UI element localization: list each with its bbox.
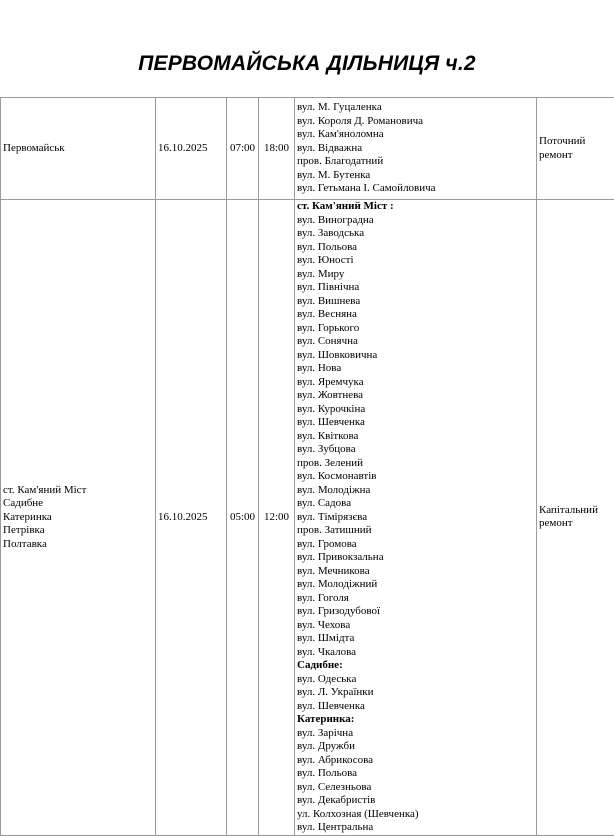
page-title: ПЕРВОМАЙСЬКА ДІЛЬНИЦЯ ч.2	[138, 52, 476, 75]
street-name: вул. Шовковична	[297, 348, 378, 361]
street-name: вул. Шевченка	[297, 699, 365, 712]
work-type-text: ремонт	[539, 517, 573, 530]
time-from-cell: 07:00	[227, 98, 259, 200]
street-name: вул. Жовтнева	[297, 389, 364, 401]
streets-cell	[295, 200, 537, 836]
street-name: вул. Весняна	[297, 308, 357, 320]
table-row	[1, 98, 614, 200]
street-name: пров. Зелений	[297, 456, 364, 469]
street-name: вул. Шмідта	[297, 632, 355, 644]
street-name: вул. Нова	[297, 362, 342, 374]
street-name: вул. Виноградна	[297, 213, 374, 226]
street-name: Катеринка:	[297, 713, 355, 725]
street-name: вул. Яремчука	[297, 375, 364, 388]
street-name: вул. Шевченка	[297, 416, 365, 428]
street-name: вул. Миру	[297, 267, 345, 280]
street-name: вул. Чкалова	[297, 645, 357, 658]
work-type-text: ремонт	[539, 148, 573, 161]
street-name: вул. Зарічна	[297, 726, 354, 739]
work-type-cell	[537, 98, 614, 200]
street-name: вул. Селезньова	[297, 780, 372, 793]
street-name: вул. Мечникова	[297, 564, 370, 577]
work-type-text: Поточний	[539, 135, 586, 147]
street-name: вул. Польова	[297, 240, 358, 253]
streets-cell	[295, 98, 537, 200]
street-name: вул. Привокзальна	[297, 551, 384, 563]
date-cell: 16.10.2025	[156, 98, 227, 200]
street-name: вул. Гризодубової	[297, 605, 381, 617]
street-name: пров. Затишний	[297, 524, 372, 536]
street-name: вул. Короля Д. Романовича	[297, 114, 424, 127]
work-type-cell	[537, 200, 614, 836]
street-name: вул. Вишнева	[297, 294, 361, 307]
street-name: вул. Юності	[297, 254, 354, 266]
settlement-name: Катеринка	[3, 510, 52, 523]
time-to-cell: 18:00	[259, 98, 295, 200]
street-name: вул. Абрикосова	[297, 753, 374, 766]
street-name: вул. Відважна	[297, 141, 363, 154]
street-name: вул. Курочкіна	[297, 402, 366, 415]
street-name: вул. Тімірязєва	[297, 510, 368, 523]
street-name: вул. Заводська	[297, 227, 365, 239]
street-name: вул. Сонячна	[297, 335, 358, 347]
settlement-name: Петрівка	[3, 524, 45, 536]
street-name: пров. Благодатний	[297, 155, 384, 168]
street-name: вул. Польова	[297, 767, 358, 779]
street-name: Садибне:	[297, 659, 343, 671]
settlement-cell	[1, 98, 156, 200]
street-name: вул. Л. Українки	[297, 686, 374, 698]
settlement-name: Полтавка	[3, 537, 47, 550]
outage-schedule-table	[0, 97, 614, 836]
settlement-name: Первомайськ	[3, 141, 65, 154]
settlement-name: Садибне	[3, 497, 44, 509]
street-name: вул. Декабристів	[297, 794, 376, 806]
street-name: вул. Гоголя	[297, 591, 349, 604]
street-name: вул. Одеська	[297, 672, 357, 685]
street-name: вул. Квіткова	[297, 429, 359, 442]
street-name: вул. Кам'яноломна	[297, 128, 384, 141]
street-name: вул. Гетьмана І. Самойловича	[297, 182, 436, 195]
street-name: ул. Колхозная (Шевченка)	[297, 807, 419, 820]
street-name: вул. Молодіжна	[297, 483, 371, 496]
street-name: вул. Горького	[297, 321, 360, 334]
street-name: ст. Кам'яний Міст :	[297, 200, 394, 212]
street-name: вул. М. Гуцаленка	[297, 101, 382, 114]
work-type-text: Капітальний	[539, 503, 598, 516]
street-name: вул. Дружби	[297, 740, 355, 752]
street-name: вул. Північна	[297, 281, 360, 293]
street-name: вул. Громова	[297, 537, 357, 550]
table-row	[1, 200, 614, 836]
settlement-name: ст. Кам'яний Міст	[3, 483, 87, 496]
settlement-cell	[1, 200, 156, 836]
time-to-cell: 12:00	[259, 200, 295, 836]
street-name: вул. Зубцова	[297, 443, 356, 455]
street-name: вул. Чехова	[297, 618, 351, 631]
street-name: вул. Центральна	[297, 821, 374, 833]
street-name: вул. М. Бутенка	[297, 168, 371, 181]
street-name: вул. Космонавтів	[297, 470, 377, 482]
street-name: вул. Молодіжний	[297, 578, 378, 590]
time-from-cell: 05:00	[227, 200, 259, 836]
street-name: вул. Садова	[297, 497, 352, 509]
date-cell: 16.10.2025	[156, 200, 227, 836]
